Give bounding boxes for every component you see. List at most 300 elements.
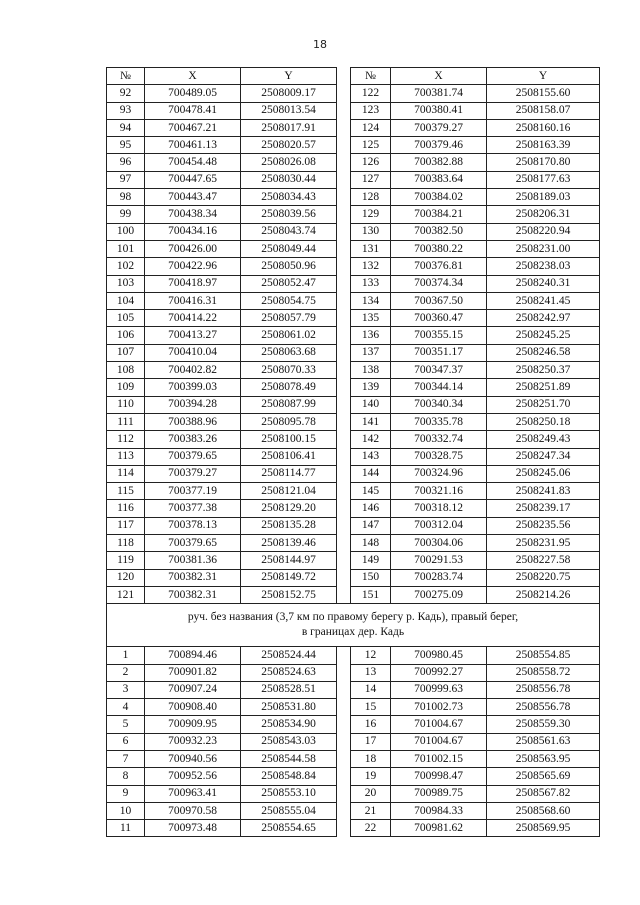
table-row (107, 327, 600, 344)
y-coordinate-cell: 2508568.60 (487, 802, 600, 819)
x-coordinate-cell: 700980.45 (391, 647, 487, 664)
y-coordinate-cell: 2508544.58 (241, 750, 337, 767)
y-coordinate-cell: 2508543.03 (241, 733, 337, 750)
y-coordinate-cell: 2508106.41 (241, 448, 337, 465)
point-number-cell: 109 (107, 379, 145, 396)
table-row (107, 275, 600, 292)
table-row (107, 785, 600, 802)
point-number-cell: 4 (107, 699, 145, 716)
y-coordinate-cell: 2508227.58 (487, 552, 600, 569)
section-heading (107, 604, 600, 647)
y-coordinate-cell: 2508241.45 (487, 292, 600, 309)
x-coordinate-cell: 700384.02 (391, 189, 487, 206)
table-row (107, 310, 600, 327)
x-coordinate-cell: 700360.47 (391, 310, 487, 327)
column-gap (337, 483, 351, 500)
y-coordinate-cell: 2508152.75 (241, 586, 337, 603)
point-number-cell: 8 (107, 768, 145, 785)
x-coordinate-cell: 700380.41 (391, 102, 487, 119)
point-number-cell: 141 (351, 413, 391, 430)
y-coordinate-cell: 2508558.72 (487, 664, 600, 681)
point-number-cell: 19 (351, 768, 391, 785)
x-coordinate-cell: 700379.46 (391, 137, 487, 154)
column-gap (337, 586, 351, 603)
column-gap (337, 258, 351, 275)
y-coordinate-cell: 2508235.56 (487, 517, 600, 534)
column-gap (337, 102, 351, 119)
y-coordinate-cell: 2508149.72 (241, 569, 337, 586)
y-coordinate-cell: 2508247.34 (487, 448, 600, 465)
column-gap (337, 820, 351, 837)
point-number-cell: 92 (107, 85, 145, 102)
x-coordinate-cell: 700443.47 (145, 189, 241, 206)
point-number-cell: 136 (351, 327, 391, 344)
y-coordinate-cell: 2508121.04 (241, 483, 337, 500)
point-number-cell: 115 (107, 483, 145, 500)
x-coordinate-cell: 700377.19 (145, 483, 241, 500)
page-number: 18 (313, 38, 327, 51)
point-number-cell: 107 (107, 344, 145, 361)
y-coordinate-cell: 2508231.95 (487, 535, 600, 552)
y-coordinate-cell: 2508017.91 (241, 119, 337, 136)
y-coordinate-cell: 2508239.17 (487, 500, 600, 517)
y-coordinate-cell: 2508563.95 (487, 750, 600, 767)
y-coordinate-cell: 2508241.83 (487, 483, 600, 500)
point-number-cell: 116 (107, 500, 145, 517)
point-number-cell: 94 (107, 119, 145, 136)
table-row (107, 171, 600, 188)
table-row (107, 517, 600, 534)
column-gap (337, 119, 351, 136)
point-number-cell: 18 (351, 750, 391, 767)
point-number-cell: 9 (107, 785, 145, 802)
point-number-cell: 150 (351, 569, 391, 586)
point-number-cell: 126 (351, 154, 391, 171)
column-gap (337, 647, 351, 664)
x-coordinate-cell: 700377.38 (145, 500, 241, 517)
column-gap (337, 189, 351, 206)
y-coordinate-cell: 2508250.37 (487, 362, 600, 379)
table-row (107, 699, 600, 716)
column-gap (337, 699, 351, 716)
column-gap (337, 802, 351, 819)
x-coordinate-cell: 700952.56 (145, 768, 241, 785)
column-gap (337, 240, 351, 257)
point-number-cell: 119 (107, 552, 145, 569)
y-coordinate-cell: 2508087.99 (241, 396, 337, 413)
table-row (107, 119, 600, 136)
x-coordinate-cell: 700381.74 (391, 85, 487, 102)
y-coordinate-cell: 2508170.80 (487, 154, 600, 171)
y-coordinate-cell: 2508063.68 (241, 344, 337, 361)
table-row (107, 750, 600, 767)
table-row (107, 552, 600, 569)
point-number-cell: 6 (107, 733, 145, 750)
x-coordinate-cell: 700984.33 (391, 802, 487, 819)
x-coordinate-cell: 700413.27 (145, 327, 241, 344)
x-coordinate-cell: 700344.14 (391, 379, 487, 396)
y-coordinate-cell: 2508245.06 (487, 465, 600, 482)
x-coordinate-cell: 700399.03 (145, 379, 241, 396)
column-gap (337, 344, 351, 361)
point-number-cell: 103 (107, 275, 145, 292)
y-coordinate-cell: 2508569.95 (487, 820, 600, 837)
x-coordinate-cell: 700376.81 (391, 258, 487, 275)
column-gap (337, 681, 351, 698)
point-number-cell: 151 (351, 586, 391, 603)
point-number-cell: 142 (351, 431, 391, 448)
point-number-cell: 121 (107, 586, 145, 603)
table-row (107, 820, 600, 837)
y-coordinate-cell: 2508524.63 (241, 664, 337, 681)
table-row (107, 569, 600, 586)
x-coordinate-cell: 700894.46 (145, 647, 241, 664)
x-coordinate-cell: 700908.40 (145, 699, 241, 716)
point-number-cell: 149 (351, 552, 391, 569)
point-number-cell: 2 (107, 664, 145, 681)
y-coordinate-cell: 2508251.89 (487, 379, 600, 396)
table-row (107, 733, 600, 750)
x-coordinate-cell: 700351.17 (391, 344, 487, 361)
column-gap (337, 171, 351, 188)
y-coordinate-cell: 2508556.78 (487, 681, 600, 698)
point-number-cell: 127 (351, 171, 391, 188)
x-coordinate-cell: 700383.26 (145, 431, 241, 448)
point-number-cell: 145 (351, 483, 391, 500)
table-header-row (107, 68, 600, 85)
table-row (107, 465, 600, 482)
point-number-cell: 22 (351, 820, 391, 837)
table-row (107, 292, 600, 309)
y-coordinate-cell: 2508100.15 (241, 431, 337, 448)
point-number-cell: 100 (107, 223, 145, 240)
column-gap (337, 137, 351, 154)
x-coordinate-cell: 700382.50 (391, 223, 487, 240)
y-coordinate-cell: 2508554.85 (487, 647, 600, 664)
table-row (107, 223, 600, 240)
section-title-line-1: руч. без названия (3,7 км по правому берегу р. Кадь), правый берег, (187, 611, 519, 624)
x-coordinate-cell: 700422.96 (145, 258, 241, 275)
y-coordinate-cell: 2508553.10 (241, 785, 337, 802)
table-row (107, 483, 600, 500)
table-row (107, 240, 600, 257)
point-number-cell: 113 (107, 448, 145, 465)
x-coordinate-cell: 700379.27 (391, 119, 487, 136)
x-coordinate-cell: 700367.50 (391, 292, 487, 309)
x-coordinate-cell: 701004.67 (391, 716, 487, 733)
table-row (107, 137, 600, 154)
table-row (107, 768, 600, 785)
point-number-cell: 117 (107, 517, 145, 534)
x-coordinate-cell: 700347.37 (391, 362, 487, 379)
y-coordinate-cell: 2508078.49 (241, 379, 337, 396)
table-row (107, 258, 600, 275)
column-gap (337, 750, 351, 767)
column-gap (337, 517, 351, 534)
x-coordinate-cell: 700416.31 (145, 292, 241, 309)
y-coordinate-cell: 2508555.04 (241, 802, 337, 819)
x-coordinate-cell: 700418.97 (145, 275, 241, 292)
x-coordinate-cell: 700340.34 (391, 396, 487, 413)
y-coordinate-cell: 2508559.30 (487, 716, 600, 733)
y-coordinate-cell: 2508030.44 (241, 171, 337, 188)
x-coordinate-cell: 700963.41 (145, 785, 241, 802)
point-number-cell: 132 (351, 258, 391, 275)
x-coordinate-cell: 700426.00 (145, 240, 241, 257)
x-coordinate-cell: 700312.04 (391, 517, 487, 534)
point-number-cell: 14 (351, 681, 391, 698)
table-row (107, 586, 600, 603)
point-number-cell: 134 (351, 292, 391, 309)
column-gap (337, 68, 351, 85)
y-coordinate-cell: 2508020.57 (241, 137, 337, 154)
y-coordinate-cell: 2508129.20 (241, 500, 337, 517)
table-row (107, 396, 600, 413)
y-coordinate-cell: 2508231.00 (487, 240, 600, 257)
x-coordinate-cell: 700489.05 (145, 85, 241, 102)
y-coordinate-cell: 2508043.74 (241, 223, 337, 240)
table-row (107, 802, 600, 819)
point-number-cell: 16 (351, 716, 391, 733)
x-coordinate-cell: 700383.64 (391, 171, 487, 188)
y-coordinate-cell: 2508155.60 (487, 85, 600, 102)
y-coordinate-cell: 2508245.25 (487, 327, 600, 344)
x-coordinate-cell: 700909.95 (145, 716, 241, 733)
table-row (107, 379, 600, 396)
x-coordinate-cell: 700384.21 (391, 206, 487, 223)
point-number-cell: 11 (107, 820, 145, 837)
table-row (107, 102, 600, 119)
y-coordinate-cell: 2508057.79 (241, 310, 337, 327)
point-number-cell: 122 (351, 85, 391, 102)
table-row (107, 664, 600, 681)
y-coordinate-cell: 2508220.75 (487, 569, 600, 586)
x-coordinate-cell: 700940.56 (145, 750, 241, 767)
coordinates-table (106, 67, 600, 837)
point-number-cell: 101 (107, 240, 145, 257)
column-gap (337, 500, 351, 517)
point-number-cell: 1 (107, 647, 145, 664)
y-coordinate-cell: 2508556.78 (487, 699, 600, 716)
x-coordinate-cell: 700324.96 (391, 465, 487, 482)
y-coordinate-cell: 2508050.96 (241, 258, 337, 275)
point-number-cell: 7 (107, 750, 145, 767)
x-coordinate-cell: 700382.88 (391, 154, 487, 171)
y-coordinate-cell: 2508250.18 (487, 413, 600, 430)
x-coordinate-cell: 700981.62 (391, 820, 487, 837)
x-coordinate-cell: 701004.67 (391, 733, 487, 750)
x-coordinate-cell: 700355.15 (391, 327, 487, 344)
x-coordinate-cell: 700382.31 (145, 569, 241, 586)
table-row (107, 189, 600, 206)
coordinates-part-2 (107, 647, 600, 837)
point-number-cell: 129 (351, 206, 391, 223)
x-coordinate-cell: 700291.53 (391, 552, 487, 569)
point-number-cell: 17 (351, 733, 391, 750)
y-coordinate-cell: 2508013.54 (241, 102, 337, 119)
x-coordinate-cell: 700379.65 (145, 448, 241, 465)
column-gap (337, 552, 351, 569)
point-number-cell: 108 (107, 362, 145, 379)
y-coordinate-cell: 2508206.31 (487, 206, 600, 223)
x-coordinate-cell: 700380.22 (391, 240, 487, 257)
point-number-cell: 112 (107, 431, 145, 448)
point-number-cell: 106 (107, 327, 145, 344)
point-number-cell: 15 (351, 699, 391, 716)
table-row (107, 154, 600, 171)
y-coordinate-cell: 2508009.17 (241, 85, 337, 102)
column-gap (337, 785, 351, 802)
point-number-cell: 146 (351, 500, 391, 517)
table-row (107, 431, 600, 448)
x-coordinate-cell: 700402.82 (145, 362, 241, 379)
x-coordinate-cell: 700989.75 (391, 785, 487, 802)
point-number-cell: 96 (107, 154, 145, 171)
y-coordinate-cell: 2508054.75 (241, 292, 337, 309)
point-number-cell: 128 (351, 189, 391, 206)
header-x: X (145, 68, 241, 85)
section-title-row (107, 604, 600, 647)
x-coordinate-cell: 700461.13 (145, 137, 241, 154)
point-number-cell: 110 (107, 396, 145, 413)
point-number-cell: 99 (107, 206, 145, 223)
x-coordinate-cell: 700998.47 (391, 768, 487, 785)
header-number: № (351, 68, 391, 85)
x-coordinate-cell: 700410.04 (145, 344, 241, 361)
table-row (107, 448, 600, 465)
x-coordinate-cell: 700328.75 (391, 448, 487, 465)
header-y: Y (241, 68, 337, 85)
x-coordinate-cell: 700434.16 (145, 223, 241, 240)
y-coordinate-cell: 2508565.69 (487, 768, 600, 785)
x-coordinate-cell: 700318.12 (391, 500, 487, 517)
y-coordinate-cell: 2508052.47 (241, 275, 337, 292)
point-number-cell: 97 (107, 171, 145, 188)
column-gap (337, 362, 351, 379)
y-coordinate-cell: 2508531.80 (241, 699, 337, 716)
y-coordinate-cell: 2508070.33 (241, 362, 337, 379)
x-coordinate-cell: 700467.21 (145, 119, 241, 136)
column-gap (337, 85, 351, 102)
point-number-cell: 131 (351, 240, 391, 257)
point-number-cell: 148 (351, 535, 391, 552)
x-coordinate-cell: 700454.48 (145, 154, 241, 171)
x-coordinate-cell: 700275.09 (391, 586, 487, 603)
y-coordinate-cell: 2508548.84 (241, 768, 337, 785)
y-coordinate-cell: 2508135.28 (241, 517, 337, 534)
point-number-cell: 5 (107, 716, 145, 733)
x-coordinate-cell: 700335.78 (391, 413, 487, 430)
y-coordinate-cell: 2508163.39 (487, 137, 600, 154)
section-title (107, 604, 600, 647)
y-coordinate-cell: 2508144.97 (241, 552, 337, 569)
column-gap (337, 327, 351, 344)
column-gap (337, 733, 351, 750)
y-coordinate-cell: 2508158.07 (487, 102, 600, 119)
y-coordinate-cell: 2508554.65 (241, 820, 337, 837)
column-gap (337, 310, 351, 327)
table-row (107, 85, 600, 102)
x-coordinate-cell: 700388.96 (145, 413, 241, 430)
table-row (107, 681, 600, 698)
column-gap (337, 206, 351, 223)
point-number-cell: 125 (351, 137, 391, 154)
point-number-cell: 130 (351, 223, 391, 240)
x-coordinate-cell: 700374.34 (391, 275, 487, 292)
column-gap (337, 154, 351, 171)
y-coordinate-cell: 2508039.56 (241, 206, 337, 223)
point-number-cell: 123 (351, 102, 391, 119)
point-number-cell: 20 (351, 785, 391, 802)
column-gap (337, 396, 351, 413)
x-coordinate-cell: 701002.73 (391, 699, 487, 716)
x-coordinate-cell: 700992.27 (391, 664, 487, 681)
coordinates-part-1 (107, 85, 600, 604)
point-number-cell: 21 (351, 802, 391, 819)
point-number-cell: 138 (351, 362, 391, 379)
x-coordinate-cell: 700999.63 (391, 681, 487, 698)
header-number: № (107, 68, 145, 85)
point-number-cell: 114 (107, 465, 145, 482)
column-gap (337, 664, 351, 681)
point-number-cell: 118 (107, 535, 145, 552)
table-row (107, 206, 600, 223)
x-coordinate-cell: 700932.23 (145, 733, 241, 750)
table-row (107, 500, 600, 517)
point-number-cell: 135 (351, 310, 391, 327)
y-coordinate-cell: 2508139.46 (241, 535, 337, 552)
y-coordinate-cell: 2508242.97 (487, 310, 600, 327)
table-row (107, 535, 600, 552)
y-coordinate-cell: 2508249.43 (487, 431, 600, 448)
y-coordinate-cell: 2508049.44 (241, 240, 337, 257)
x-coordinate-cell: 700332.74 (391, 431, 487, 448)
header-y: Y (487, 68, 600, 85)
y-coordinate-cell: 2508246.58 (487, 344, 600, 361)
column-gap (337, 569, 351, 586)
column-gap (337, 465, 351, 482)
y-coordinate-cell: 2508061.02 (241, 327, 337, 344)
x-coordinate-cell: 700378.13 (145, 517, 241, 534)
y-coordinate-cell: 2508251.70 (487, 396, 600, 413)
column-gap (337, 448, 351, 465)
x-coordinate-cell: 700973.48 (145, 820, 241, 837)
column-gap (337, 768, 351, 785)
point-number-cell: 104 (107, 292, 145, 309)
table-row (107, 647, 600, 664)
point-number-cell: 120 (107, 569, 145, 586)
x-coordinate-cell: 700907.24 (145, 681, 241, 698)
table-row (107, 362, 600, 379)
table-row (107, 344, 600, 361)
x-coordinate-cell: 700283.74 (391, 569, 487, 586)
column-gap (337, 431, 351, 448)
point-number-cell: 144 (351, 465, 391, 482)
y-coordinate-cell: 2508160.16 (487, 119, 600, 136)
point-number-cell: 105 (107, 310, 145, 327)
y-coordinate-cell: 2508114.77 (241, 465, 337, 482)
x-coordinate-cell: 700447.65 (145, 171, 241, 188)
column-gap (337, 292, 351, 309)
point-number-cell: 3 (107, 681, 145, 698)
y-coordinate-cell: 2508567.82 (487, 785, 600, 802)
point-number-cell: 143 (351, 448, 391, 465)
y-coordinate-cell: 2508238.03 (487, 258, 600, 275)
point-number-cell: 147 (351, 517, 391, 534)
x-coordinate-cell: 700901.82 (145, 664, 241, 681)
point-number-cell: 98 (107, 189, 145, 206)
column-gap (337, 535, 351, 552)
